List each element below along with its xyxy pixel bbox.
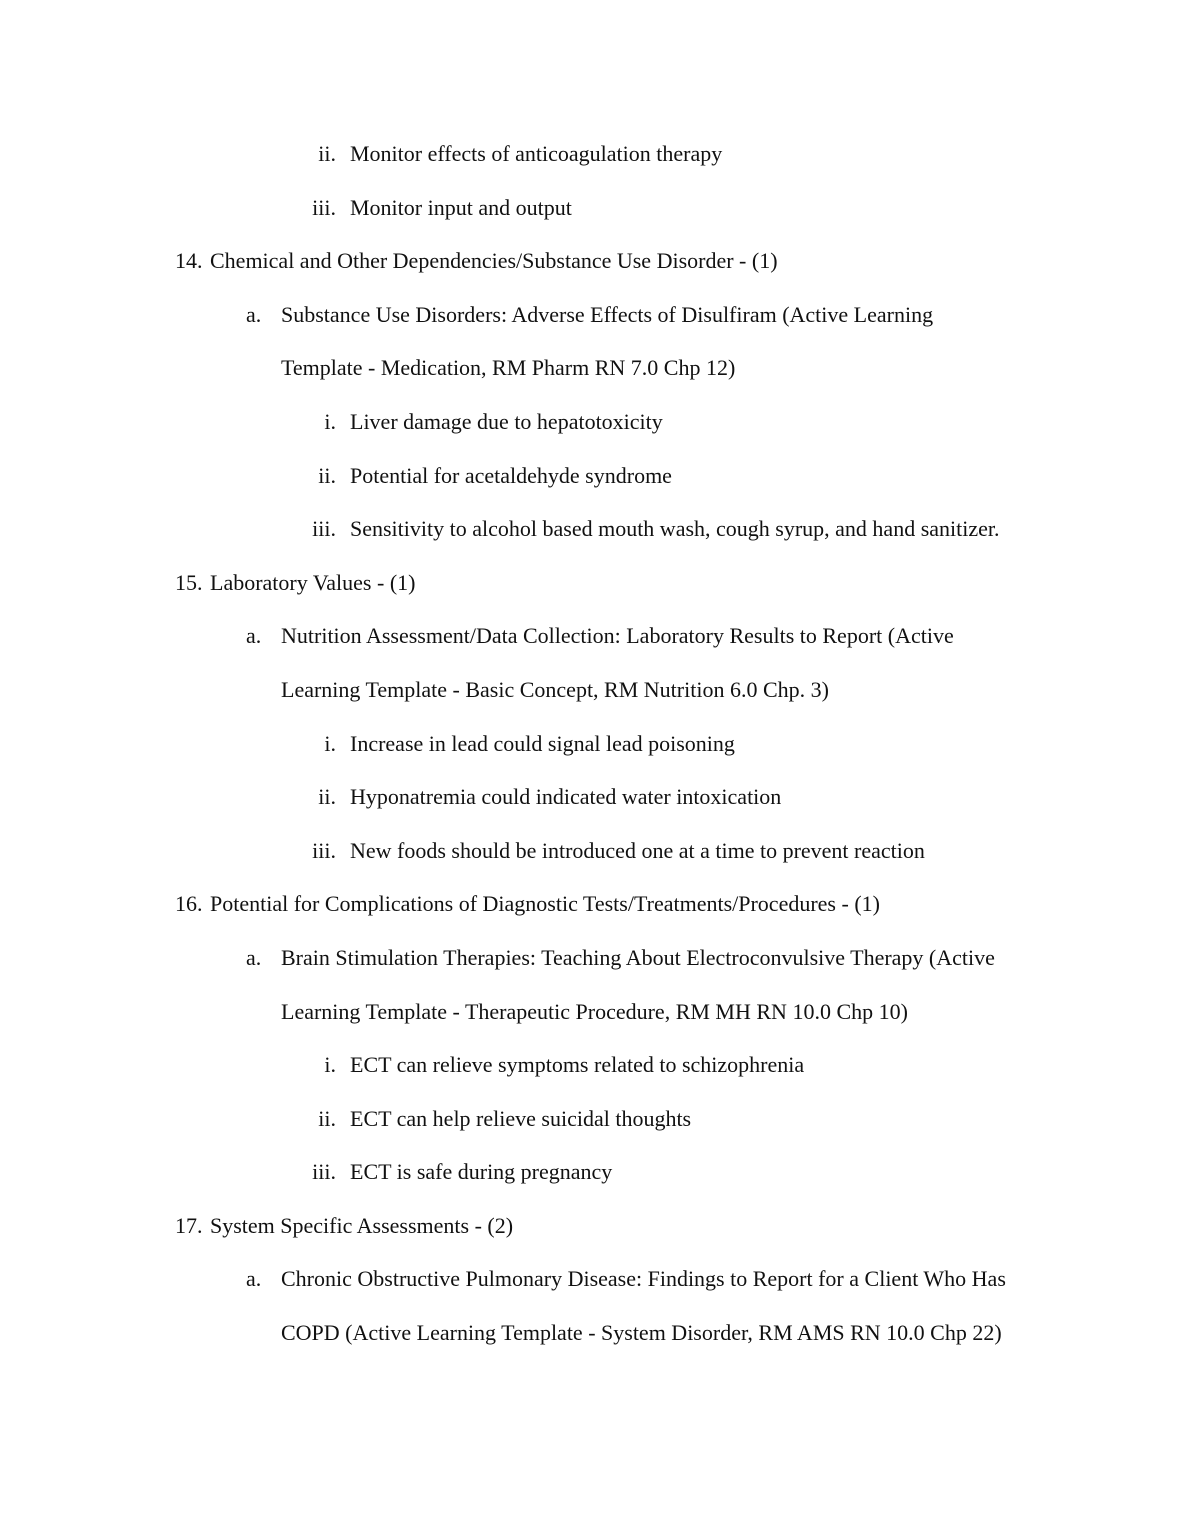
sub-point xyxy=(0,824,1190,878)
section-heading xyxy=(0,556,1190,610)
text-line xyxy=(0,1145,1190,1199)
sub-point xyxy=(0,1092,1190,1146)
item-text: New foods should be introduced one at a time to prevent reaction xyxy=(350,837,925,863)
text-line xyxy=(0,770,1190,824)
item-text: Learning Template - Therapeutic Procedure, RM MH RN 10.0 Chp 10) xyxy=(281,998,908,1024)
list-marker: 15. xyxy=(175,569,203,595)
topic-item xyxy=(0,288,1190,395)
list-marker: i. xyxy=(324,408,336,434)
item-text: Laboratory Values - (1) xyxy=(210,569,416,595)
text-line xyxy=(0,663,1190,717)
item-text: Liver damage due to hepatotoxicity xyxy=(350,408,663,434)
item-text: Learning Template - Basic Concept, RM Nutrition 6.0 Chp. 3) xyxy=(281,676,829,702)
topic-item xyxy=(0,1252,1190,1359)
list-marker: ii. xyxy=(318,1105,336,1131)
text-line xyxy=(0,556,1190,610)
item-text: ECT can help relieve suicidal thoughts xyxy=(350,1105,692,1131)
item-text: Substance Use Disorders: Adverse Effects of Disulfiram (Active Learning xyxy=(281,301,934,327)
list-marker: iii. xyxy=(312,1159,336,1185)
item-text: System Specific Assessments - (2) xyxy=(210,1212,514,1238)
item-text: Brain Stimulation Therapies: Teaching About Electroconvulsive Therapy (Active xyxy=(281,944,995,970)
text-line xyxy=(0,717,1190,771)
item-text: Chemical and Other Dependencies/Substance Use Disorder - (1) xyxy=(210,248,778,274)
text-line xyxy=(0,449,1190,503)
text-line xyxy=(0,877,1190,931)
document-page xyxy=(0,127,1190,1360)
item-text: Chronic Obstructive Pulmonary Disease: Findings to Report for a Client Who Has xyxy=(281,1266,1006,1292)
text-line xyxy=(0,609,1190,663)
item-text: Template - Medication, RM Pharm RN 7.0 Chp 12) xyxy=(281,355,736,381)
topic-item xyxy=(0,931,1190,1038)
list-marker: ii. xyxy=(318,784,336,810)
text-line xyxy=(0,234,1190,288)
item-text: Potential for acetaldehyde syndrome xyxy=(350,462,672,488)
sub-point xyxy=(0,1038,1190,1092)
text-line xyxy=(0,985,1190,1039)
sub-point xyxy=(0,1145,1190,1199)
section-heading xyxy=(0,234,1190,288)
item-text: ECT can relieve symptoms related to schizophrenia xyxy=(350,1052,805,1078)
item-text: ECT is safe during pregnancy xyxy=(350,1159,613,1185)
item-text: Potential for Complications of Diagnostic Tests/Treatments/Procedures - (1) xyxy=(210,891,880,917)
text-line xyxy=(0,1038,1190,1092)
item-text: Hyponatremia could indicated water intoxication xyxy=(350,784,782,810)
sub-point xyxy=(0,770,1190,824)
text-line xyxy=(0,395,1190,449)
text-line xyxy=(0,931,1190,985)
list-marker: 16. xyxy=(175,891,203,917)
list-marker: i. xyxy=(324,730,336,756)
list-marker: iii. xyxy=(312,516,336,542)
list-marker: 14. xyxy=(175,248,203,274)
list-marker: ii. xyxy=(318,462,336,488)
item-text: Monitor input and output xyxy=(350,194,572,220)
list-marker: a. xyxy=(246,944,262,970)
text-line xyxy=(0,1092,1190,1146)
text-line xyxy=(0,502,1190,556)
list-marker: iii. xyxy=(312,837,336,863)
section-heading xyxy=(0,877,1190,931)
item-text: Monitor effects of anticoagulation therapy xyxy=(350,141,723,166)
list-marker: a. xyxy=(246,623,262,649)
list-marker: ii. xyxy=(318,141,336,166)
list-marker: i. xyxy=(324,1052,336,1078)
sub-point xyxy=(0,449,1190,503)
text-line xyxy=(0,1252,1190,1306)
text-line xyxy=(0,1306,1190,1360)
item-text: Increase in lead could signal lead poisoning xyxy=(350,730,735,756)
text-line xyxy=(0,288,1190,342)
section-heading xyxy=(0,1199,1190,1253)
list-marker: iii. xyxy=(312,194,336,220)
sub-point xyxy=(0,395,1190,449)
list-marker: a. xyxy=(246,1266,262,1292)
list-marker: a. xyxy=(246,301,262,327)
text-line xyxy=(0,1199,1190,1253)
sub-point xyxy=(0,181,1190,235)
text-line xyxy=(0,824,1190,878)
sub-point xyxy=(0,717,1190,771)
item-text: COPD (Active Learning Template - System Disorder, RM AMS RN 10.0 Chp 22) xyxy=(281,1320,1002,1346)
text-line xyxy=(0,127,1190,181)
text-line xyxy=(0,181,1190,235)
item-text: Sensitivity to alcohol based mouth wash, cough syrup, and hand sanitizer. xyxy=(350,516,1000,542)
sub-point xyxy=(0,127,1190,181)
item-text: Nutrition Assessment/Data Collection: Laboratory Results to Report (Active xyxy=(281,623,954,649)
topic-item xyxy=(0,609,1190,716)
list-marker: 17. xyxy=(175,1212,203,1238)
text-line xyxy=(0,341,1190,395)
sub-point xyxy=(0,502,1190,556)
